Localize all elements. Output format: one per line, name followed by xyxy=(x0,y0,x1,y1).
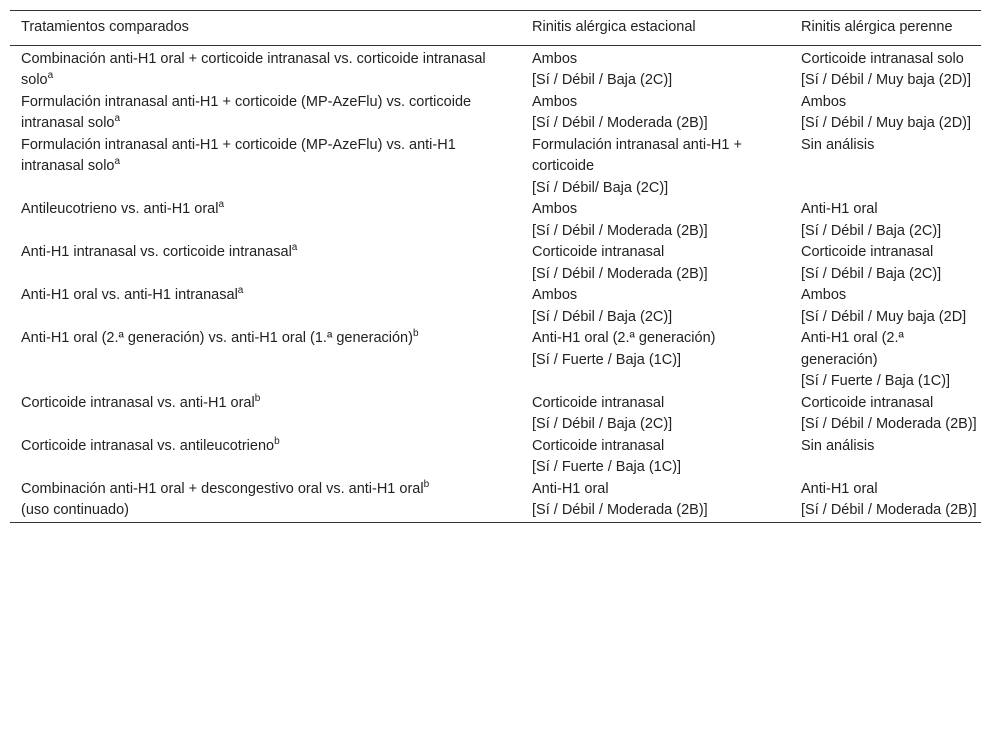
perennial-cell xyxy=(790,328,981,393)
footnote-marker: a xyxy=(114,113,121,125)
seasonal-cell xyxy=(521,135,790,200)
treatment-text: Anti-H1 intranasal vs. corticoide intranasal xyxy=(21,244,292,260)
perennial-cell xyxy=(790,285,981,328)
footnote-marker: a xyxy=(237,285,244,297)
perennial-cell xyxy=(790,199,981,242)
treatment-text: Antileucotrieno vs. anti-H1 oral xyxy=(21,201,219,217)
perennial-choice: Ambos xyxy=(801,287,847,303)
table-row xyxy=(10,242,981,285)
perennial-choice: Corticoide intranasal xyxy=(801,394,934,411)
header-seasonal: Rinitis alérgica estacional xyxy=(532,19,696,35)
perennial-recommendation: [Sí / Débil / Moderada (2B)] xyxy=(801,502,977,518)
treatment-cell xyxy=(10,135,521,200)
seasonal-recommendation: [Sí / Fuerte / Baja (1C)] xyxy=(532,459,682,475)
table-row xyxy=(10,199,981,242)
comparison-table-container xyxy=(10,10,981,523)
treatment-cell xyxy=(10,45,521,92)
seasonal-cell xyxy=(521,479,790,523)
seasonal-choice: Ambos xyxy=(532,50,578,67)
seasonal-choice: Formulación intranasal anti-H1 + corticoide xyxy=(532,136,742,174)
seasonal-cell xyxy=(521,92,790,135)
perennial-choice: Sin análisis xyxy=(801,437,875,454)
perennial-cell xyxy=(790,135,981,200)
footnote-marker: a xyxy=(114,156,121,168)
perennial-cell xyxy=(790,45,981,92)
seasonal-recommendation: [Sí / Fuerte / Baja (1C)] xyxy=(532,351,682,368)
seasonal-cell xyxy=(521,393,790,436)
treatment-text: Formulación intranasal anti-H1 + corticoide (MP-AzeFlu) vs. corticoide intranasal solo xyxy=(21,93,472,131)
treatment-text: Anti-H1 oral (2.ª generación) vs. anti-H1 oral (1.ª generación) xyxy=(21,330,413,346)
footnote-marker: b xyxy=(412,328,419,340)
seasonal-cell xyxy=(521,285,790,328)
seasonal-choice: Corticoide intranasal xyxy=(532,244,665,260)
perennial-choice: Sin análisis xyxy=(801,136,875,153)
perennial-recommendation: [Sí / Fuerte / Baja (1C)] xyxy=(801,373,951,389)
seasonal-recommendation: [Sí / Débil/ Baja (2C)] xyxy=(532,179,669,196)
treatment-cell xyxy=(10,436,521,479)
header-perennial: Rinitis alérgica perenne xyxy=(801,19,953,35)
perennial-cell xyxy=(790,436,981,479)
perennial-cell xyxy=(790,479,981,523)
treatment-extra: (uso continuado) xyxy=(21,502,130,518)
treatment-cell xyxy=(10,199,521,242)
footnote-marker: a xyxy=(47,70,54,82)
seasonal-cell xyxy=(521,45,790,92)
seasonal-recommendation: [Sí / Débil / Moderada (2B)] xyxy=(532,222,708,239)
footnote-marker: a xyxy=(291,242,298,254)
perennial-choice: Anti-H1 oral (2.ª generación) xyxy=(801,330,904,368)
treatment-text: Anti-H1 oral vs. anti-H1 intranasal xyxy=(21,287,238,303)
table-row xyxy=(10,285,981,328)
footnote-marker: a xyxy=(218,199,225,211)
table-row xyxy=(10,135,981,200)
table-row xyxy=(10,328,981,393)
seasonal-cell xyxy=(521,199,790,242)
seasonal-choice: Corticoide intranasal xyxy=(532,394,665,411)
perennial-recommendation: [Sí / Débil / Baja (2C)] xyxy=(801,265,942,282)
treatment-cell xyxy=(10,242,521,285)
table-row xyxy=(10,393,981,436)
footnote-marker: b xyxy=(274,435,280,447)
treatment-text: Corticoide intranasal vs. anti-H1 oral xyxy=(21,394,255,411)
table-row xyxy=(10,436,981,479)
perennial-cell xyxy=(790,242,981,285)
footnote-marker: b xyxy=(423,478,430,490)
seasonal-cell xyxy=(521,328,790,393)
seasonal-choice: Ambos xyxy=(532,93,578,110)
perennial-choice: Ambos xyxy=(801,93,847,110)
seasonal-cell xyxy=(521,436,790,479)
seasonal-choice: Anti-H1 oral xyxy=(532,480,609,497)
seasonal-recommendation: [Sí / Débil / Moderada (2B)] xyxy=(532,502,708,518)
table-row xyxy=(10,92,981,135)
treatment-cell xyxy=(10,92,521,135)
treatment-text: Corticoide intranasal vs. antileucotrieno xyxy=(21,437,275,454)
treatment-text: Combinación anti-H1 oral + corticoide intranasal vs. corticoide intranasal solo xyxy=(21,50,486,88)
treatment-text: Combinación anti-H1 oral + descongestivo oral vs. anti-H1 oral xyxy=(21,480,424,497)
header-treatments: Tratamientos comparados xyxy=(21,19,189,35)
perennial-recommendation: [Sí / Débil / Muy baja (2D)] xyxy=(801,72,972,88)
treatment-cell xyxy=(10,479,521,523)
perennial-cell xyxy=(790,92,981,135)
table-row xyxy=(10,479,981,523)
perennial-choice: Corticoide intranasal xyxy=(801,244,934,260)
table-row xyxy=(10,45,981,92)
perennial-recommendation: [Sí / Débil / Muy baja (2D)] xyxy=(801,115,972,131)
treatment-text: Formulación intranasal anti-H1 + corticoide (MP-AzeFlu) vs. anti-H1 intranasal solo xyxy=(21,136,456,174)
seasonal-recommendation: [Sí / Débil / Baja (2C)] xyxy=(532,416,673,432)
perennial-recommendation: [Sí / Débil / Moderada (2B)] xyxy=(801,416,977,432)
table-header xyxy=(10,11,981,46)
perennial-recommendation: [Sí / Débil / Baja (2C)] xyxy=(801,222,942,239)
footnote-marker: b xyxy=(254,392,261,404)
comparison-table xyxy=(10,10,981,523)
perennial-choice: Corticoide intranasal solo xyxy=(801,50,964,67)
perennial-cell xyxy=(790,393,981,436)
perennial-choice: Anti-H1 oral xyxy=(801,201,878,217)
seasonal-recommendation: [Sí / Débil / Moderada (2B)] xyxy=(532,265,708,282)
seasonal-cell xyxy=(521,242,790,285)
seasonal-recommendation: [Sí / Débil / Baja (2C)] xyxy=(532,72,673,88)
seasonal-choice: Anti-H1 oral (2.ª generación) xyxy=(532,330,716,346)
treatment-cell xyxy=(10,393,521,436)
treatment-cell xyxy=(10,285,521,328)
seasonal-choice: Ambos xyxy=(532,201,578,217)
header-row xyxy=(10,11,981,46)
perennial-recommendation: [Sí / Débil / Muy baja (2D] xyxy=(801,308,967,325)
seasonal-recommendation: [Sí / Débil / Baja (2C)] xyxy=(532,308,673,325)
perennial-choice: Anti-H1 oral xyxy=(801,480,878,497)
seasonal-choice: Ambos xyxy=(532,287,578,303)
seasonal-recommendation: [Sí / Débil / Moderada (2B)] xyxy=(532,115,708,131)
seasonal-choice: Corticoide intranasal xyxy=(532,437,665,454)
treatment-cell xyxy=(10,328,521,393)
table-body xyxy=(10,45,981,522)
